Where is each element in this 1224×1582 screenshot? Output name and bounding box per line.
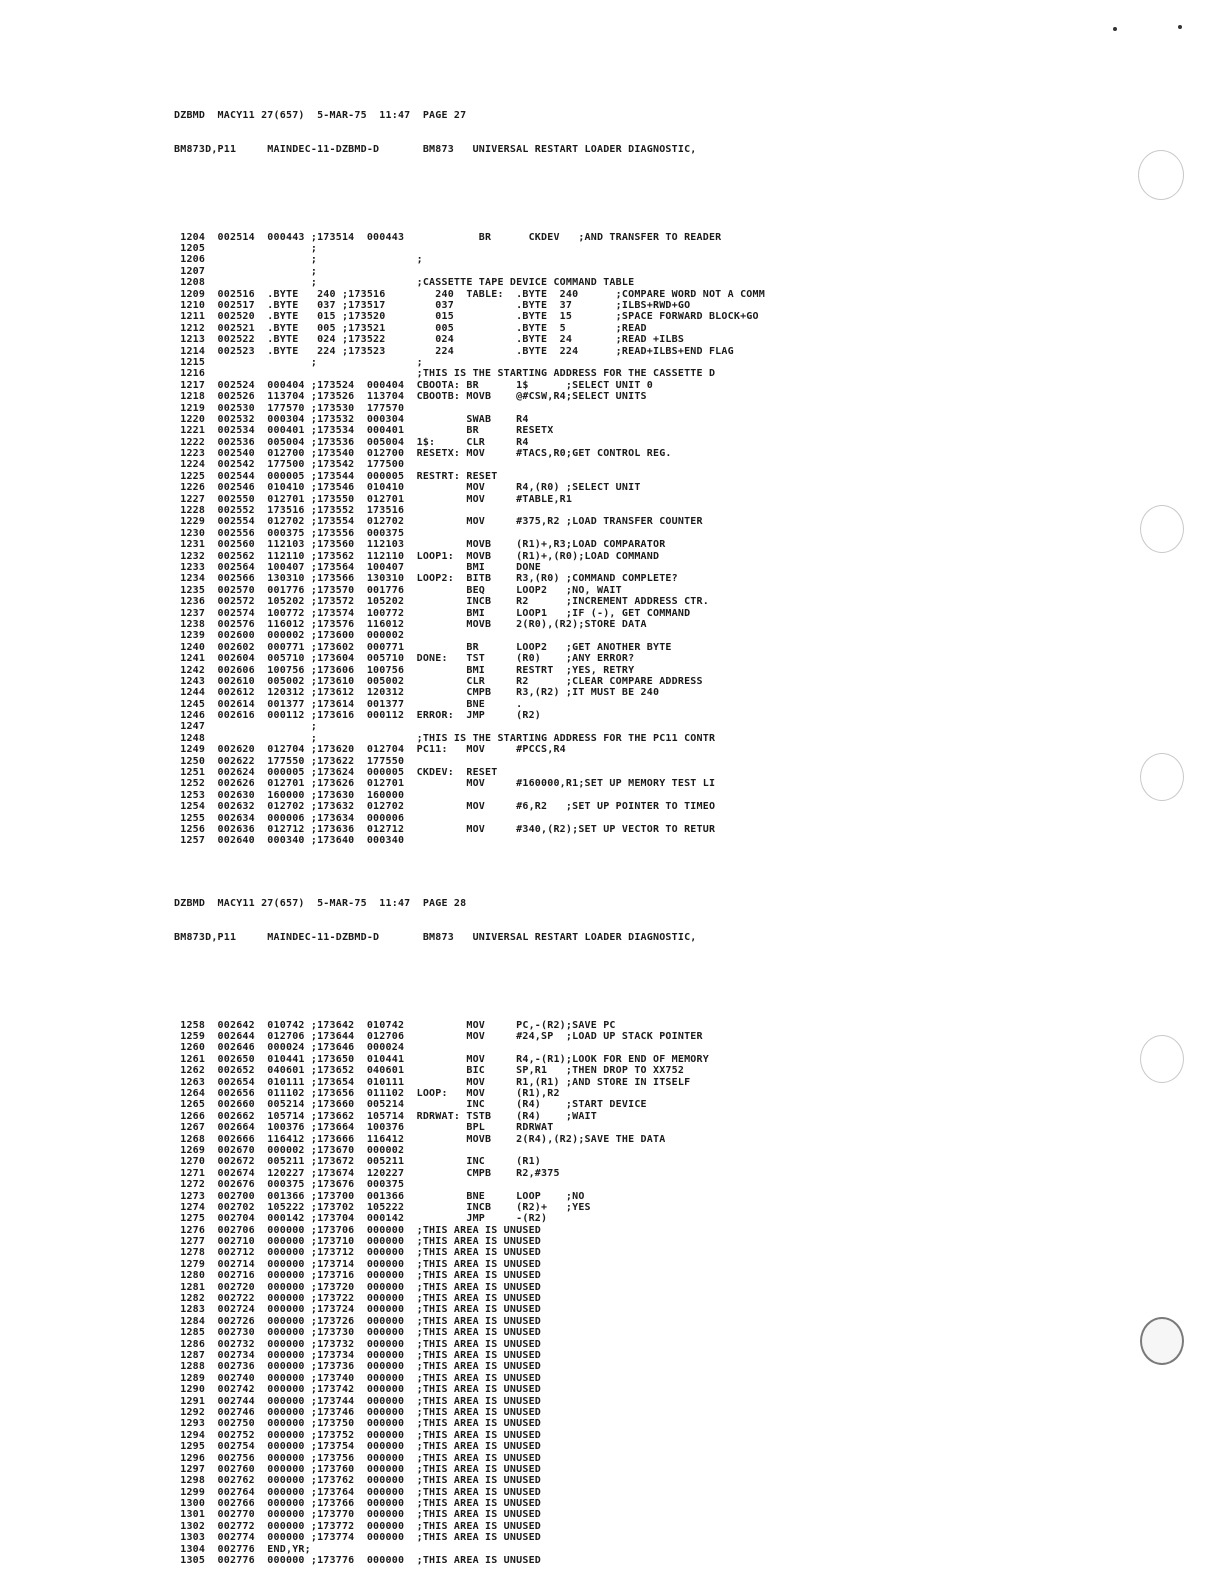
listing-line: 1235 002570 001776 ;173570 001776 BEQ LOOP2 ;NO, WAIT (174, 584, 622, 596)
listing-line: 1261 002650 010441 ;173650 010441 MOV R4,-(R1);LOOK FOR END OF MEMORY (174, 1053, 709, 1065)
listing-line: 1250 002622 177550 ;173622 177550 (174, 755, 405, 767)
listing-line: 1241 002604 005710 ;173604 005710 DONE: TST (R0) ;ANY ERROR? (174, 653, 635, 665)
listing-line: 1304 002776 END,YR; (174, 1543, 311, 1555)
listing-line: 1207 ; (174, 265, 318, 277)
listing-line: 1286 002732 000000 ;173732 000000 ;THIS AREA IS UNUSED (174, 1338, 542, 1350)
listing-line: 1240 002602 000771 ;173602 000771 BR LOOP2 ;GET ANOTHER BYTE (174, 641, 672, 653)
listing-line: 1221 002534 000401 ;173534 000401 BR RESETX (174, 425, 554, 437)
speck (1178, 25, 1182, 29)
page-header (174, 875, 709, 966)
listing-line: 1267 002664 100376 ;173664 100376 BPL RDRWAT (174, 1122, 554, 1134)
listing-line: 1228 002552 173516 ;173552 173516 (174, 505, 405, 517)
listing-line: 1298 002762 000000 ;173762 000000 ;THIS AREA IS UNUSED (174, 1475, 542, 1487)
listing-line: 1205 ; (174, 243, 318, 255)
listing-line: 1263 002654 010111 ;173654 010111 MOV R1,(R1) ;AND STORE IN ITSELF (174, 1076, 691, 1088)
listing-line: 1227 002550 012701 ;173550 012701 MOV #TABLE,R1 (174, 493, 573, 505)
speck (1113, 27, 1117, 31)
listing-line: 1273 002700 001366 ;173700 001366 BNE LOOP ;NO (174, 1190, 585, 1202)
listing-line: 1294 002752 000000 ;173752 000000 ;THIS AREA IS UNUSED (174, 1429, 542, 1441)
listing-line: 1299 002764 000000 ;173764 000000 ;THIS AREA IS UNUSED (174, 1486, 542, 1498)
listing-lines (174, 1020, 709, 1567)
listing-line: 1257 002640 000340 ;173640 000340 (174, 835, 405, 847)
listing-line: 1249 002620 012704 ;173620 012704 PC11: MOV #PCCS,R4 (174, 744, 566, 756)
listing-line: 1281 002720 000000 ;173720 000000 ;THIS AREA IS UNUSED (174, 1281, 542, 1293)
page-header (174, 87, 765, 178)
binder-hole (1140, 1317, 1184, 1365)
binder-hole (1140, 1035, 1184, 1083)
listing-line: 1224 002542 177500 ;173542 177500 (174, 459, 405, 471)
listing-line: 1262 002652 040601 ;173652 040601 BIC SP,R1 ;THEN DROP TO XX752 (174, 1065, 685, 1077)
listing-line: 1279 002714 000000 ;173714 000000 ;THIS AREA IS UNUSED (174, 1258, 542, 1270)
listing-line: 1218 002526 113704 ;173526 113704 CBOOTB: MOVB @#CSW,R4;SELECT UNITS (174, 391, 647, 403)
binder-hole (1140, 505, 1184, 553)
listing-line: 1251 002624 000005 ;173624 000005 CKDEV: RESET (174, 767, 498, 779)
listing-line: 1305 002776 000000 ;173776 000000 ;THIS AREA IS UNUSED (174, 1555, 542, 1567)
listing-line: 1231 002560 112103 ;173560 112103 MOVB (R1)+,R3;LOAD COMPARATOR (174, 539, 666, 551)
listing-line: 1222 002536 005004 ;173536 005004 1$: CLR R4 (174, 436, 529, 448)
listing-page-28 (174, 852, 709, 1578)
listing-line: 1277 002710 000000 ;173710 000000 ;THIS AREA IS UNUSED (174, 1236, 542, 1248)
listing-line: 1258 002642 010742 ;173642 010742 MOV PC,-(R2);SAVE PC (174, 1019, 616, 1031)
listing-line: 1266 002662 105714 ;173662 105714 RDRWAT: TSTB (R4) ;WAIT (174, 1110, 597, 1122)
listing-line: 1210 002517 .BYTE 037 ;173517 037 .BYTE 37 ;ILBS+RWD+GO (174, 300, 691, 311)
listing-line: 1290 002742 000000 ;173742 000000 ;THIS AREA IS UNUSED (174, 1384, 542, 1396)
listing-line: 1295 002754 000000 ;173754 000000 ;THIS AREA IS UNUSED (174, 1441, 542, 1453)
listing-page-27 (174, 64, 765, 858)
listing-line: 1204 002514 000443 ;173514 000443 BR CKDEV ;AND TRANSFER TO READER (174, 231, 722, 243)
listing-line: 1238 002576 116012 ;173576 116012 MOVB 2(R0),(R2);STORE DATA (174, 618, 647, 630)
listing-line: 1254 002632 012702 ;173632 012702 MOV #6,R2 ;SET UP POINTER TO TIMEO (174, 801, 716, 813)
binder-hole (1140, 753, 1184, 801)
listing-line: 1280 002716 000000 ;173716 000000 ;THIS AREA IS UNUSED (174, 1270, 542, 1282)
header-line: BM873D,P11 MAINDEC-11-DZBMD-D BM873 UNIVERSAL RESTART LOADER DIAGNOSTIC, (174, 143, 697, 155)
listing-lines (174, 232, 765, 847)
listing-line: 1297 002760 000000 ;173760 000000 ;THIS AREA IS UNUSED (174, 1463, 542, 1475)
listing-line: 1285 002730 000000 ;173730 000000 ;THIS AREA IS UNUSED (174, 1327, 542, 1339)
listing-line: 1253 002630 160000 ;173630 160000 (174, 789, 405, 801)
listing-line: 1243 002610 005002 ;173610 005002 CLR R2 ;CLEAR COMPARE ADDRESS (174, 675, 703, 687)
listing-line: 1283 002724 000000 ;173724 000000 ;THIS AREA IS UNUSED (174, 1304, 542, 1316)
listing-line: 1268 002666 116412 ;173666 116412 MOVB 2(R4),(R2);SAVE THE DATA (174, 1133, 666, 1145)
listing-line: 1237 002574 100772 ;173574 100772 BMI LOOP1 ;IF (-), GET COMMAND (174, 607, 691, 619)
listing-line: 1296 002756 000000 ;173756 000000 ;THIS AREA IS UNUSED (174, 1452, 542, 1464)
listing-line: 1220 002532 000304 ;173532 000304 SWAB R4 (174, 413, 529, 425)
listing-line: 1219 002530 177570 ;173530 177570 (174, 402, 405, 414)
listing-line: 1289 002740 000000 ;173740 000000 ;THIS AREA IS UNUSED (174, 1372, 542, 1384)
listing-line: 1234 002566 130310 ;173566 130310 LOOP2: BITB R3,(R0) ;COMMAND COMPLETE? (174, 573, 678, 585)
listing-line: 1209 002516 .BYTE 240 ;173516 240 TABLE: .BYTE 240 ;COMPARE WORD NOT A COMM (174, 288, 765, 300)
listing-line: 1288 002736 000000 ;173736 000000 ;THIS AREA IS UNUSED (174, 1361, 542, 1373)
listing-line: 1302 002772 000000 ;173772 000000 ;THIS AREA IS UNUSED (174, 1520, 542, 1532)
listing-line: 1303 002774 000000 ;173774 000000 ;THIS AREA IS UNUSED (174, 1532, 542, 1544)
listing-line: 1274 002702 105222 ;173702 105222 INCB (R2)+ ;YES (174, 1201, 591, 1213)
listing-line: 1236 002572 105202 ;173572 105202 INCB R2 ;INCREMENT ADDRESS CTR. (174, 596, 709, 608)
listing-line: 1212 002521 .BYTE 005 ;173521 005 .BYTE 5 ;READ (174, 322, 647, 334)
listing-line: 1246 002616 000112 ;173616 000112 ERROR: JMP (R2) (174, 710, 542, 722)
listing-line: 1259 002644 012706 ;173644 012706 MOV #24,SP ;LOAD UP STACK POINTER (174, 1031, 703, 1043)
listing-line: 1252 002626 012701 ;173626 012701 MOV #160000,R1;SET UP MEMORY TEST LI (174, 778, 716, 790)
listing-line: 1300 002766 000000 ;173766 000000 ;THIS AREA IS UNUSED (174, 1498, 542, 1510)
listing-line: 1213 002522 .BYTE 024 ;173522 024 .BYTE 24 ;READ +ILBS (174, 334, 685, 346)
listing-line: 1287 002734 000000 ;173734 000000 ;THIS AREA IS UNUSED (174, 1349, 542, 1361)
listing-line: 1211 002520 .BYTE 015 ;173520 015 .BYTE 15 ;SPACE FORWARD BLOCK+GO (174, 311, 759, 323)
listing-line: 1233 002564 100407 ;173564 100407 BMI DONE (174, 561, 542, 573)
listing-line: 1232 002562 112110 ;173562 112110 LOOP1: MOVB (R1)+,(R0);LOAD COMMAND (174, 550, 660, 562)
listing-line: 1248 ; ;THIS IS THE STARTING ADDRESS FOR THE PC11 CONTR (174, 732, 716, 744)
listing-line: 1215 ; ; (174, 356, 423, 368)
listing-line: 1270 002672 005211 ;173672 005211 INC (R1) (174, 1156, 542, 1168)
listing-line: 1256 002636 012712 ;173636 012712 MOV #340,(R2);SET UP VECTOR TO RETUR (174, 823, 716, 835)
listing-line: 1293 002750 000000 ;173750 000000 ;THIS AREA IS UNUSED (174, 1418, 542, 1430)
listing-line: 1216 ;THIS IS THE STARTING ADDRESS FOR THE CASSETTE D (174, 368, 716, 380)
listing-line: 1225 002544 000005 ;173544 000005 RESTRT: RESET (174, 470, 498, 482)
binder-hole (1138, 150, 1184, 200)
header-line: BM873D,P11 MAINDEC-11-DZBMD-D BM873 UNIVERSAL RESTART LOADER DIAGNOSTIC, (174, 931, 697, 943)
listing-line: 1275 002704 000142 ;173704 000142 JMP -(R2) (174, 1213, 548, 1225)
listing-line: 1229 002554 012702 ;173554 012702 MOV #375,R2 ;LOAD TRANSFER COUNTER (174, 516, 703, 528)
listing-line: 1265 002660 005214 ;173660 005214 INC (R4) ;START DEVICE (174, 1099, 647, 1111)
listing-line: 1282 002722 000000 ;173722 000000 ;THIS AREA IS UNUSED (174, 1293, 542, 1305)
listing-line: 1260 002646 000024 ;173646 000024 (174, 1042, 405, 1054)
listing-line: 1214 002523 .BYTE 224 ;173523 224 .BYTE 224 ;READ+ILBS+END FLAG (174, 345, 734, 357)
listing-line: 1206 ; ; (174, 254, 423, 266)
listing-line: 1291 002744 000000 ;173744 000000 ;THIS AREA IS UNUSED (174, 1395, 542, 1407)
listing-line: 1276 002706 000000 ;173706 000000 ;THIS AREA IS UNUSED (174, 1224, 542, 1236)
header-line: DZBMD MACY11 27(657) 5-MAR-75 11:47 PAGE 28 (174, 897, 467, 909)
listing-line: 1301 002770 000000 ;173770 000000 ;THIS AREA IS UNUSED (174, 1509, 542, 1521)
listing-line: 1217 002524 000404 ;173524 000404 CBOOTA: BR 1$ ;SELECT UNIT 0 (174, 379, 653, 391)
listing-line: 1255 002634 000006 ;173634 000006 (174, 812, 405, 824)
listing-line: 1230 002556 000375 ;173556 000375 (174, 527, 405, 539)
listing-line: 1272 002676 000375 ;173676 000375 (174, 1179, 405, 1191)
listing-line: 1245 002614 001377 ;173614 001377 BNE . (174, 698, 523, 710)
listing-line: 1208 ; ;CASSETTE TAPE DEVICE COMMAND TABLE (174, 277, 635, 289)
listing-line: 1264 002656 011102 ;173656 011102 LOOP: MOV (R1),R2 (174, 1088, 560, 1099)
listing-line: 1269 002670 000002 ;173670 000002 (174, 1144, 405, 1156)
listing-line: 1284 002726 000000 ;173726 000000 ;THIS AREA IS UNUSED (174, 1315, 542, 1327)
listing-line: 1247 ; (174, 721, 318, 733)
listing-line: 1278 002712 000000 ;173712 000000 ;THIS AREA IS UNUSED (174, 1247, 542, 1259)
listing-line: 1239 002600 000002 ;173600 000002 (174, 630, 405, 642)
listing-line: 1292 002746 000000 ;173746 000000 ;THIS AREA IS UNUSED (174, 1406, 542, 1418)
header-line: DZBMD MACY11 27(657) 5-MAR-75 11:47 PAGE 27 (174, 109, 467, 121)
listing-line: 1271 002674 120227 ;173674 120227 CMPB R2,#375 (174, 1167, 560, 1179)
listing-line: 1244 002612 120312 ;173612 120312 CMPB R3,(R2) ;IT MUST BE 240 (174, 687, 660, 699)
listing-line: 1223 002540 012700 ;173540 012700 RESETX: MOV #TACS,R0;GET CONTROL REG. (174, 448, 672, 460)
listing-line: 1226 002546 010410 ;173546 010410 MOV R4,(R0) ;SELECT UNIT (174, 482, 641, 494)
listing-line: 1242 002606 100756 ;173606 100756 BMI RESTRT ;YES, RETRY (174, 664, 635, 676)
